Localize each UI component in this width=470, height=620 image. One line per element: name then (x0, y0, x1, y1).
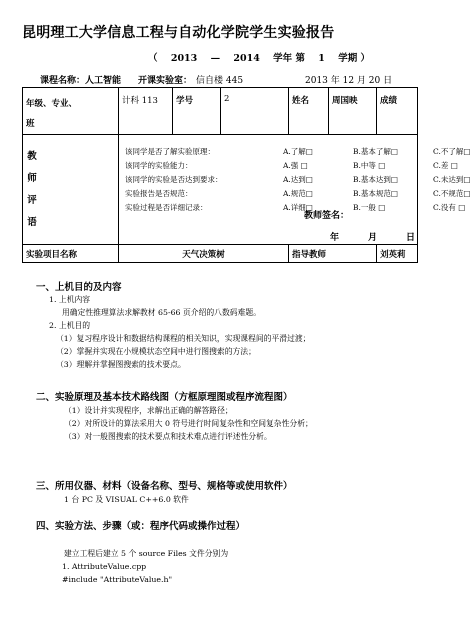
report-date: 2013 年 12 月 20 日 (305, 76, 393, 86)
list-item: （1）设计并实现程序，求解出正确的解答路径； (64, 406, 233, 415)
eval-option-b: B.基本规范□ (353, 188, 398, 198)
grade-major-class-label (23, 88, 119, 135)
eval-char-1: 教 (27, 150, 37, 162)
term-number: 1 (318, 53, 325, 64)
eval-option-b: B.基本达到□ (353, 174, 398, 184)
list-item: （2）对所设计的算法采用大 0 符号进行时间复杂性和空间复杂性分析； (64, 419, 313, 428)
lab-value: 信自楼 445 (196, 76, 244, 86)
eval-char-4: 语 (27, 216, 37, 228)
eval-option-b: B.中等 □ (353, 160, 386, 170)
class-value: 计科 113 (119, 88, 173, 135)
student-id-value: 2 (221, 88, 289, 135)
advisor-label: 指导教师 (289, 245, 377, 263)
report-info-table (22, 87, 470, 263)
sign-month: 月 (368, 232, 378, 243)
eval-option-c: C.差 □ (433, 160, 458, 170)
section-1-1-text: 用确定性推理算法求解教材 65-66 页介绍的八数码难题。 (62, 308, 261, 317)
student-id-label: 学号 (173, 88, 221, 135)
eval-question: 实验报告是否规范： (125, 188, 193, 198)
project-name-value: 天气决策树 (119, 245, 289, 263)
eval-option-a: A.强 □ (283, 160, 308, 170)
academic-term (148, 50, 380, 64)
eval-char-3: 评 (27, 194, 37, 206)
course-name: 课程名称：人工智能 (40, 76, 122, 86)
class-label: 班 (26, 119, 35, 129)
eval-char-2: 师 (27, 172, 37, 184)
section-1-1-heading: 1. 上机内容 (49, 295, 91, 304)
project-name-label: 实验项目名称 (23, 245, 119, 263)
advisor-value: 刘英莉 (377, 245, 418, 263)
section-3-heading: 三、所用仪器、材料（设备名称、型号、规格等或使用软件） (36, 481, 293, 492)
name-value: 周国映 (329, 88, 377, 135)
sign-day: 日 (406, 232, 416, 243)
term-year-label: 学年 第 (273, 53, 305, 64)
teacher-comment-body (119, 135, 470, 245)
eval-question: 该同学是否了解实验原理： (125, 146, 215, 156)
term-close: 学期 ） (338, 53, 371, 64)
list-item: （1）复习程序设计和数据结构课程的相关知识，实现课程间的平滑过渡； (56, 334, 311, 343)
eval-option-b: B.一般 □ (353, 202, 386, 212)
eval-option-b: B.基本了解□ (353, 146, 398, 156)
term-dash: — (210, 53, 221, 64)
list-item: （2）掌握并实现在小规模状态空间中进行图搜索的方法； (56, 347, 256, 356)
eval-option-a: A.详细□ (283, 202, 313, 212)
section-1-heading: 一、上机目的及内容 (36, 282, 122, 293)
section-4-code: #include "AttributeValue.h" (62, 575, 173, 584)
section-2-heading: 二、实验原理及基本技术路线图（方框原理图或程序流程图） (36, 392, 293, 403)
list-item: （3）对一般图搜索的技术要点和技术难点进行评述性分析。 (64, 432, 272, 441)
eval-option-c: C.不了解□ (433, 146, 470, 156)
section-4-text: 建立工程后建立 5 个 source Files 文件分别为 (64, 549, 229, 558)
eval-option-c: C.不规范□ (433, 188, 470, 198)
eval-question: 实验过程是否详细记录： (125, 202, 208, 212)
term-open-paren: （ (148, 53, 158, 64)
eval-option-a: A.规范□ (283, 188, 313, 198)
section-4-file-item: 1. AttributeValue.cpp (62, 562, 147, 571)
grade-label: 年级、专业、 (26, 99, 78, 109)
eval-question: 该同学的实验能力： (125, 160, 193, 170)
section-3-text: 1 台 PC 及 VISUAL C++6.0 软件 (64, 495, 189, 504)
term-start-year: 2013 (170, 53, 198, 64)
teacher-signature-label: 教师签名： (304, 210, 350, 221)
eval-question: 该同学的实验是否达到要求： (125, 174, 223, 184)
report-title: 昆明理工大学信息工程与自动化学院学生实验报告 (22, 25, 335, 41)
eval-option-c: C.未达到□ (433, 174, 470, 184)
term-end-year: 2014 (233, 53, 260, 64)
eval-option-c: C.没有 □ (433, 202, 466, 212)
teacher-comment-label (23, 135, 119, 245)
name-label: 姓名 (289, 88, 329, 135)
score-label: 成绩 (377, 88, 418, 135)
section-1-2-heading: 2. 上机目的 (49, 321, 91, 330)
eval-option-a: A.达到□ (283, 174, 313, 184)
lab-label: 开课实验室： (138, 76, 193, 86)
eval-option-a: A.了解□ (283, 146, 313, 156)
section-4-heading: 四、实验方法、步骤（或：程序代码或操作过程） (36, 521, 246, 532)
list-item: （3）理解并掌握图搜索的技术要点。 (56, 360, 186, 369)
sign-year: 年 (330, 232, 340, 243)
